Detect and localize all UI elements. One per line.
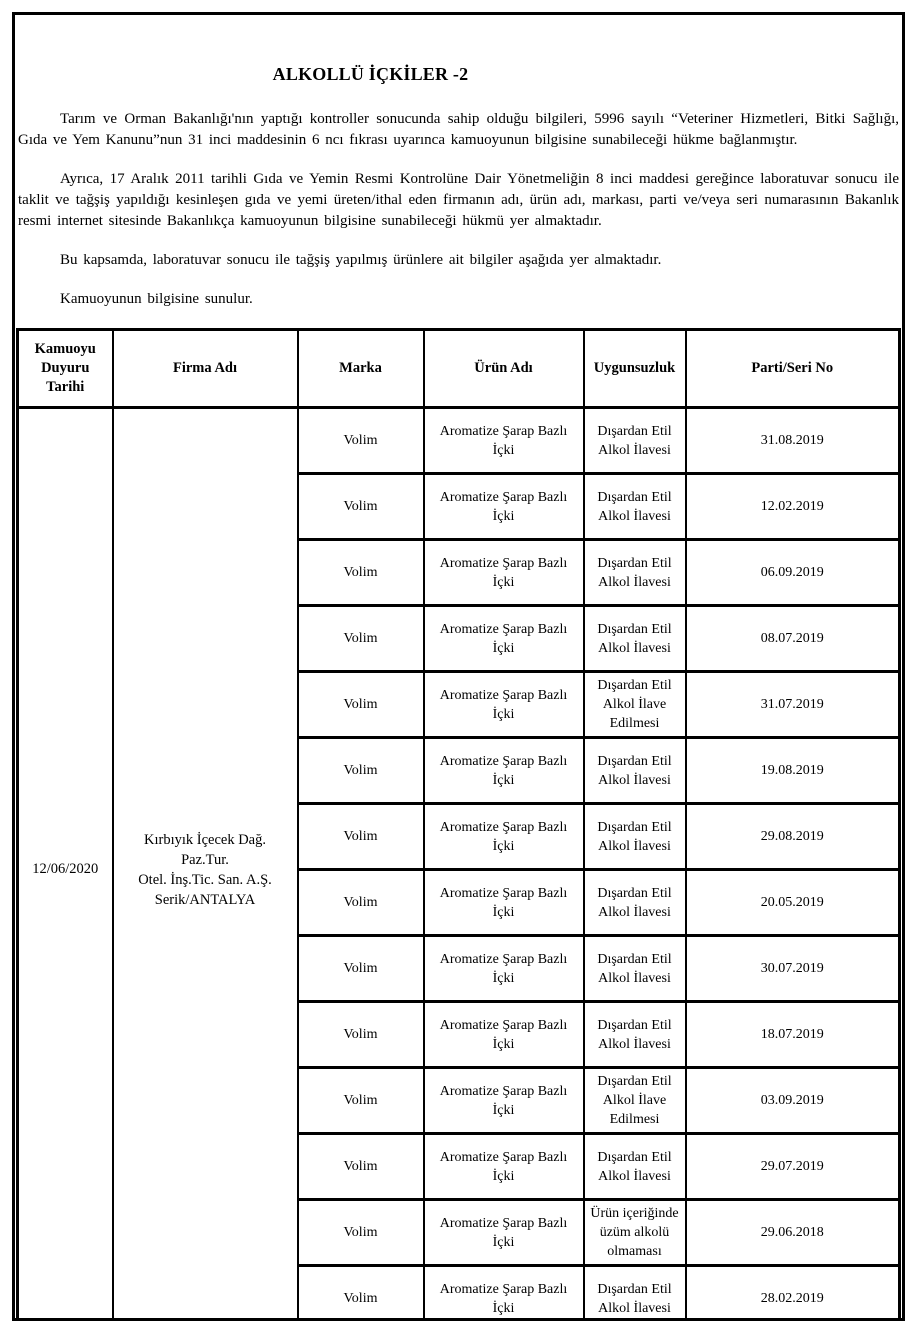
nonconformity-cell: Dışardan Etil Alkol İlavesi xyxy=(584,540,686,606)
product-cell: Aromatize Şarap Bazlı İçki xyxy=(424,606,584,672)
nonconformity-cell: Dışardan Etil Alkol İlave Edilmesi xyxy=(584,672,686,738)
nonconformity-cell: Dışardan Etil Alkol İlavesi xyxy=(584,870,686,936)
intro-paragraph-3: Bu kapsamda, laboratuvar sonucu ile tağşiş yapılmış ürünlere ait bilgiler aşağıda yer almaktadır. xyxy=(60,252,662,268)
col-header-product-name: Ürün Adı xyxy=(424,330,584,408)
batch-serial-cell: 28.02.2019 xyxy=(686,1266,900,1322)
batch-serial-cell: 29.06.2018 xyxy=(686,1200,900,1266)
batch-serial-cell: 12.02.2019 xyxy=(686,474,900,540)
nonconformity-cell: Dışardan Etil Alkol İlavesi xyxy=(584,1002,686,1068)
brand-cell: Volim xyxy=(298,408,424,474)
col-header-firm-name: Firma Adı xyxy=(113,330,298,408)
page-border-frame xyxy=(12,12,905,1321)
brand-cell: Volim xyxy=(298,540,424,606)
product-cell: Aromatize Şarap Bazlı İçki xyxy=(424,474,584,540)
product-cell: Aromatize Şarap Bazlı İçki xyxy=(424,1134,584,1200)
product-cell: Aromatize Şarap Bazlı İçki xyxy=(424,672,584,738)
product-cell: Aromatize Şarap Bazlı İçki xyxy=(424,540,584,606)
batch-serial-cell: 20.05.2019 xyxy=(686,870,900,936)
intro-paragraph-1: Tarım ve Orman Bakanlığı'nın yaptığı kontroller sonucunda sahip olduğu bilgileri, 5996 sayılı “Veteriner Hizmetleri, Bitki Sağlığı, Gıda ve Yem Kanunu”nun 31 inci maddesinin 6 ncı fıkrası uyarınca kamuoyunun bilgisine sunabileceği hükme bağlanmıştır. xyxy=(18,111,899,148)
batch-serial-cell: 29.07.2019 xyxy=(686,1134,900,1200)
brand-cell: Volim xyxy=(298,474,424,540)
batch-serial-cell: 30.07.2019 xyxy=(686,936,900,1002)
brand-cell: Volim xyxy=(298,672,424,738)
brand-cell: Volim xyxy=(298,1266,424,1322)
firm-name-line: Otel. İnş.Tic. San. A.Ş. xyxy=(138,871,272,888)
product-cell: Aromatize Şarap Bazlı İçki xyxy=(424,1002,584,1068)
nonconformity-cell: Dışardan Etil Alkol İlavesi xyxy=(584,1134,686,1200)
batch-serial-cell: 31.08.2019 xyxy=(686,408,900,474)
brand-cell: Volim xyxy=(298,1068,424,1134)
product-cell: Aromatize Şarap Bazlı İçki xyxy=(424,1068,584,1134)
product-cell: Aromatize Şarap Bazlı İçki xyxy=(424,408,584,474)
batch-serial-cell: 29.08.2019 xyxy=(686,804,900,870)
brand-cell: Volim xyxy=(298,1002,424,1068)
brand-cell: Volim xyxy=(298,606,424,672)
brand-cell: Volim xyxy=(298,1134,424,1200)
nonconformity-cell: Dışardan Etil Alkol İlavesi xyxy=(584,474,686,540)
product-cell: Aromatize Şarap Bazlı İçki xyxy=(424,804,584,870)
nonconformity-cell: Dışardan Etil Alkol İlavesi xyxy=(584,606,686,672)
product-cell: Aromatize Şarap Bazlı İçki xyxy=(424,870,584,936)
intro-paragraph-2: Ayrıca, 17 Aralık 2011 tarihli Gıda ve Yemin Resmi Kontrolüne Dair Yönetmeliğin 8 inci maddesi gereğince laboratuvar sonucu ile taklit ve tağşiş yapıldığı kesinleşen gıda ve yemi üreten/ithal eden firmanın adı, ürün adı, markası, parti ve/veya seri numarasının Bakanlık resmi internet sitesinde Bakanlıkça kamuoyunun bilgisine sunabileceği hükmü yer almaktadır. xyxy=(18,171,899,229)
table-header-row xyxy=(18,330,900,408)
intro-paragraph-4: Kamuoyunun bilgisine sunulur. xyxy=(60,291,253,307)
announcement-date-cell: 12/06/2020 xyxy=(18,408,113,1322)
brand-cell: Volim xyxy=(298,936,424,1002)
col-header-batch-serial-no: Parti/Seri No xyxy=(686,330,900,408)
brand-cell: Volim xyxy=(298,1200,424,1266)
brand-cell: Volim xyxy=(298,738,424,804)
page-title: ALKOLLÜ İÇKİLER -2 xyxy=(272,64,469,84)
firm-name-cell xyxy=(113,408,298,1322)
firm-name-line: Serik/ANTALYA xyxy=(154,891,256,908)
batch-serial-cell: 31.07.2019 xyxy=(686,672,900,738)
product-cell: Aromatize Şarap Bazlı İçki xyxy=(424,738,584,804)
nonconformity-cell: Dışardan Etil Alkol İlavesi xyxy=(584,408,686,474)
batch-serial-cell: 18.07.2019 xyxy=(686,1002,900,1068)
brand-cell: Volim xyxy=(298,870,424,936)
firm-name-line: Kırbıyık İçecek Dağ. Paz.Tur. xyxy=(144,831,266,868)
col-header-brand: Marka xyxy=(298,330,424,408)
batch-serial-cell: 08.07.2019 xyxy=(686,606,900,672)
batch-serial-cell: 06.09.2019 xyxy=(686,540,900,606)
product-cell: Aromatize Şarap Bazlı İçki xyxy=(424,1266,584,1322)
nonconformity-cell: Ürün içeriğinde üzüm alkolü olmaması xyxy=(584,1200,686,1266)
batch-serial-cell: 03.09.2019 xyxy=(686,1068,900,1134)
col-header-nonconformity: Uygunsuzluk xyxy=(584,330,686,408)
table-row xyxy=(18,408,900,474)
nonconformity-cell: Dışardan Etil Alkol İlave Edilmesi xyxy=(584,1068,686,1134)
nonconformity-cell: Dışardan Etil Alkol İlavesi xyxy=(584,804,686,870)
product-cell: Aromatize Şarap Bazlı İçki xyxy=(424,1200,584,1266)
violations-table xyxy=(16,328,901,1321)
batch-serial-cell: 19.08.2019 xyxy=(686,738,900,804)
nonconformity-cell: Dışardan Etil Alkol İlavesi xyxy=(584,936,686,1002)
brand-cell: Volim xyxy=(298,804,424,870)
col-header-announcement-date: Kamuoyu Duyuru Tarihi xyxy=(18,330,113,408)
nonconformity-cell: Dışardan Etil Alkol İlavesi xyxy=(584,738,686,804)
nonconformity-cell: Dışardan Etil Alkol İlavesi xyxy=(584,1266,686,1322)
product-cell: Aromatize Şarap Bazlı İçki xyxy=(424,936,584,1002)
